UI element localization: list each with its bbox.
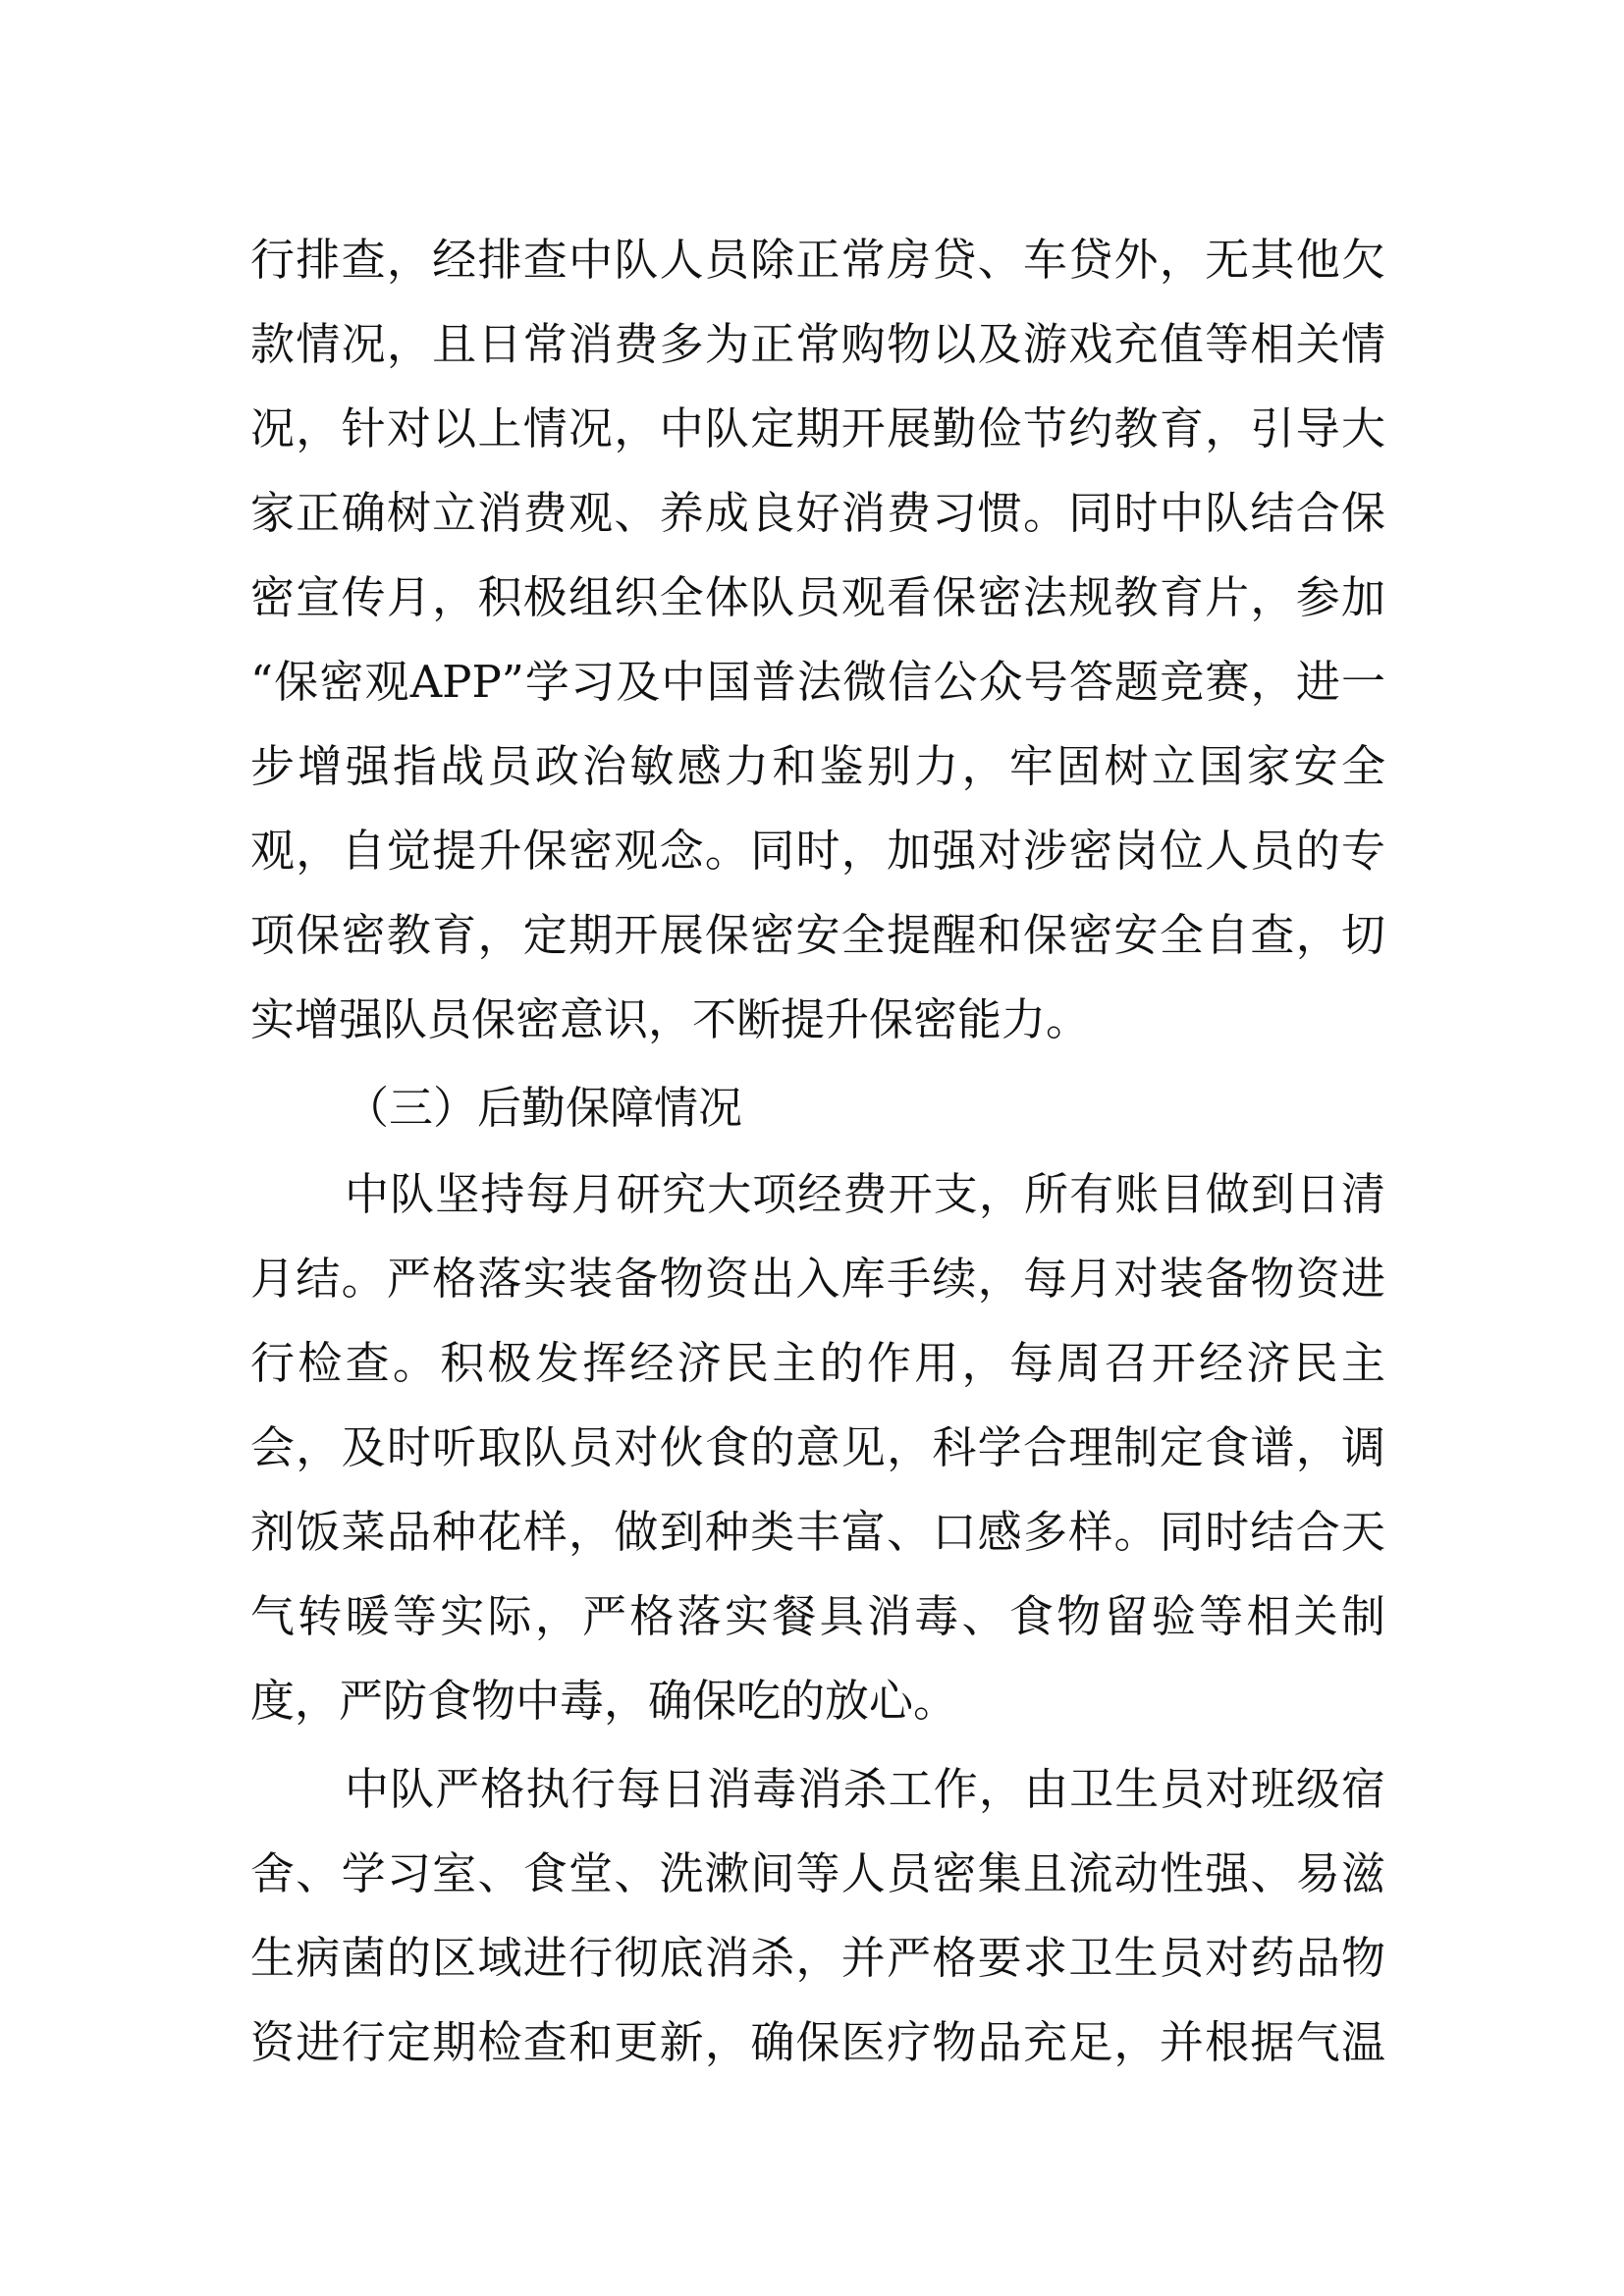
text-line: 况，针对以上情况，中队定期开展勤俭节约教育，引导大 (250, 402, 1385, 454)
text-line: 实增强队员保密意识，不断提升保密能力。 (250, 993, 1091, 1045)
text-line: 会，及时听取队员对伙食的意见，科学合理制定食谱，调 (250, 1421, 1385, 1473)
text-line: 气转暖等实际，严格落实餐具消毒、食物留验等相关制 (250, 1590, 1385, 1642)
section-heading: （三）后勤保障情况 (345, 1082, 743, 1134)
text-line: 行排查，经排查中队人员除正常房贷、车贷外，无其他欠 (250, 234, 1385, 286)
text-line: 家正确树立消费观、养成良好消费习惯。同时中队结合保 (250, 487, 1385, 539)
text-line: 舍、学习室、食堂、洗漱间等人员密集且流动性强、易滋 (250, 1847, 1385, 1899)
paragraph (250, 1152, 1385, 1743)
text-line: 步增强指战员政治敏感力和鉴别力，牢固树立国家安全 (250, 740, 1385, 792)
text-line: “保密观APP”学习及中国普法微信公众号答题竞赛，进一 (250, 656, 1385, 708)
text-line: 观，自觉提升保密观念。同时，加强对涉密岗位人员的专 (250, 825, 1385, 877)
text-line: 中队严格执行每日消毒消杀工作，由卫生员对班级宿 (345, 1763, 1385, 1815)
text-line: 款情况，且日常消费多为正常购物以及游戏充值等相关情 (250, 318, 1385, 370)
text-line: 月结。严格落实装备物资出入库手续，每月对装备物资进 (250, 1253, 1385, 1305)
text-line: 剂饭菜品种花样，做到种类丰富、口感多样。同时结合天 (250, 1506, 1385, 1558)
paragraph (250, 1747, 1385, 2085)
text-line: 密宣传月，积极组织全体队员观看保密法规教育片，参加 (250, 571, 1385, 623)
document-page (250, 218, 1385, 2089)
text-line: 资进行定期检查和更新，确保医疗物品充足，并根据气温 (250, 2016, 1385, 2068)
text-line: 行检查。积极发挥经济民主的作用，每周召开经济民主 (250, 1337, 1385, 1389)
text-line: 项保密教育，定期开展保密安全提醒和保密安全自查，切 (250, 909, 1385, 961)
paragraph (250, 218, 1385, 1062)
text-line: 中队坚持每月研究大项经费开支，所有账目做到日清 (345, 1168, 1385, 1220)
text-line: 生病菌的区域进行彻底消杀，并严格要求卫生员对药品物 (250, 1932, 1385, 1984)
text-line: 度，严防食物中毒，确保吃的放心。 (250, 1675, 958, 1727)
